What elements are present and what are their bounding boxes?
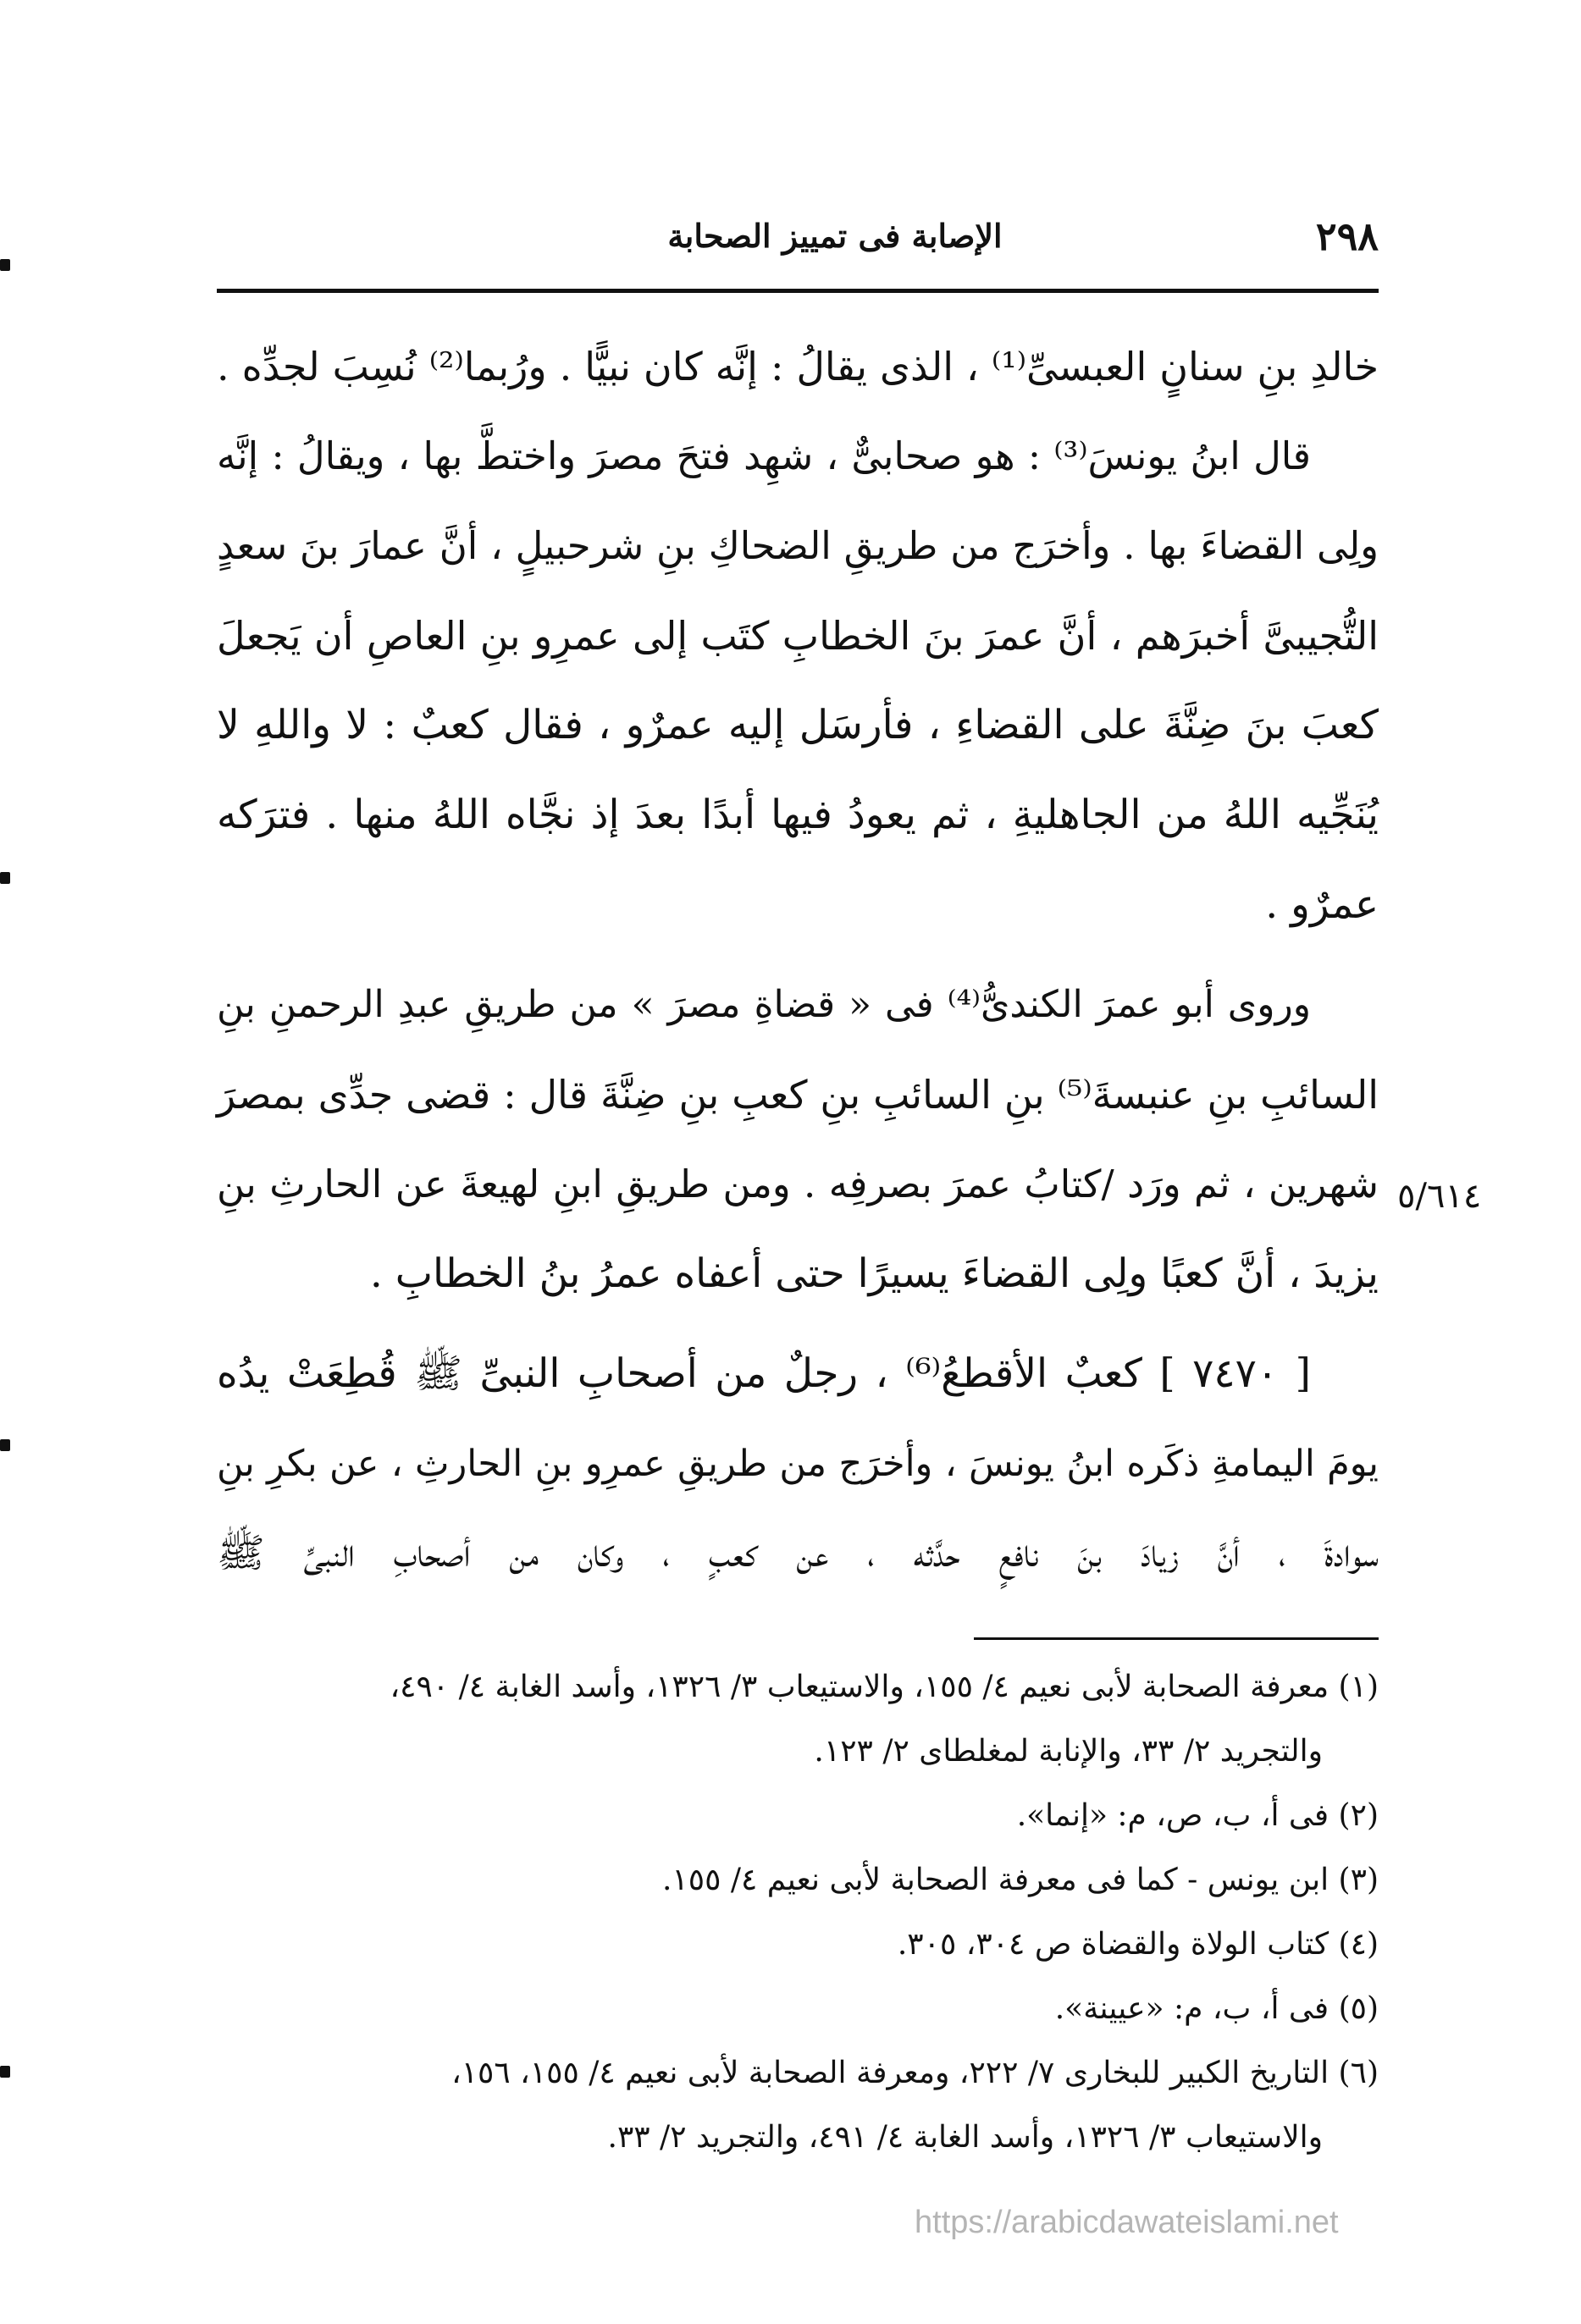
scan-edge-mark [0, 2066, 10, 2078]
text-line: شهرين ، ثم ورَد /كتابُ عمرَ بصرفِه . ومن طريقِ ابنِ لهيعةَ عن الحارثِ بنِ [217, 1162, 1379, 1206]
text-line: وروى أبو عمرَ الكندىُّ⁽⁴⁾ فى « قضاةِ مصرَ » من طريقِ عبدِ الرحمنِ بنِ [217, 983, 1311, 1026]
footnote-continuation: والاستيعاب ٣/ ١٣٢٦، وأسد الغابة ٤/ ٤٩١، والتجريد ٢/ ٣٣. [607, 2120, 1323, 2155]
text-line: التُّجيبىَّ أخبرَهم ، أنَّ عمرَ بنَ الخطابِ كتَب إلى عمرِو بنِ العاصِ أن يَجعلَ [217, 613, 1379, 659]
footnotes [217, 1655, 1379, 2170]
footnote-continuation: والتجريد ٢/ ٣٣، والإنابة لمغلطاى ٢/ ١٢٣. [814, 1734, 1323, 1769]
running-header [217, 212, 1379, 266]
scan-edge-mark [0, 872, 10, 884]
footnote: (٢) فى أ، ب، ص، م: «إنما». [1016, 1798, 1379, 1833]
text-line: ولِى القضاءَ بها . وأخرَج من طريقِ الضحاكِ بنِ شرحبيلٍ ، أنَّ عمارَ بنَ سعدٍ [217, 523, 1379, 568]
footnote: (٣) ابن يونس - كما فى معرفة الصحابة لأبى نعيم ٤/ ١٥٥. [661, 1863, 1379, 1897]
scan-edge-mark [0, 259, 10, 271]
footnote: (٤) كتاب الولاة والقضاة ص ٣٠٤، ٣٠٥. [897, 1927, 1379, 1962]
text-line: سوادةَ ، أنَّ زيادَ بنَ نافعٍ حدَّثه ، عن كعبٍ ، وكان من أصحابِ النبىِّ ﷺ [217, 1530, 1379, 1576]
text-line: قال ابنُ يونسَ⁽³⁾ : هو صحابىٌّ ، شهِد فتحَ مصرَ واختطَّ بها ، ويقالُ : إنَّه [217, 433, 1311, 478]
text-line: عمرٌو . [1265, 881, 1379, 928]
text-line: يزيدَ ، أنَّ كعبًا ولِى القضاءَ يسيرًا حتى أعفاه عمرُ بنُ الخطابِ . [369, 1250, 1379, 1297]
header-rule [217, 289, 1379, 293]
scan-edge-mark [0, 1439, 10, 1451]
footnote: (١) معرفة الصحابة لأبى نعيم ٤/ ١٥٥، والاستيعاب ٣/ ١٣٢٦، وأسد الغابة ٤/ ٤٩٠، [390, 1670, 1379, 1704]
main-text [217, 322, 1379, 1598]
text-line: خالدِ بنِ سنانٍ العبسىِّ⁽¹⁾ ، الذى يقالُ : إنَّه كان نبيًّا . ورُبما⁽²⁾ نُسِبَ لجدِّه . [217, 344, 1379, 389]
text-line: كعبَ بنَ ضِنَّةَ على القضاءِ ، فأرسَل إليه عمرٌو ، فقال كعبٌ : لا واللهِ لا [217, 702, 1379, 748]
book-title: الإصابة فى تمييز الصحابة [667, 217, 1003, 255]
text-line: يُنَجِّيه اللهُ من الجاهليةِ ، ثم يعودُ فيها أبدًا بعدَ إذ نجَّاه اللهُ منها . فترَكه [217, 792, 1379, 838]
footnote: (٦) التاريخ الكبير للبخارى ٧/ ٢٢٢، ومعرفة الصحابة لأبى نعيم ٤/ ١٥٥، ١٥٦، [451, 2056, 1379, 2090]
text-line: السائبِ بنِ عنبسةَ⁽⁵⁾ بنِ السائبِ بنِ كعبِ بنِ ضِنَّةَ قال : قضى جدِّى بمصرَ [217, 1072, 1379, 1118]
entry-heading-line: [ ٧٤٧٠ ] كعبٌ الأقطعُ⁽⁶⁾ ، رجلٌ من أصحابِ النبىِّ ﷺ قُطِعَتْ يدُه [217, 1350, 1311, 1397]
text-line: يومَ اليمامةِ ذكَره ابنُ يونسَ ، وأخرَج من طريقِ عمرِو بنِ الحارثِ ، عن بكرِ بنِ [217, 1443, 1379, 1485]
page-number: ٢٩٨ [1315, 213, 1379, 259]
margin-page-reference: ٥/٦١٤ [1397, 1177, 1482, 1216]
footnote-rule [974, 1637, 1379, 1640]
watermark-url: https://arabicdawateislami.net [915, 2205, 1339, 2240]
footnote: (٥) فى أ، ب، م: «عيينة». [1054, 1991, 1379, 2026]
